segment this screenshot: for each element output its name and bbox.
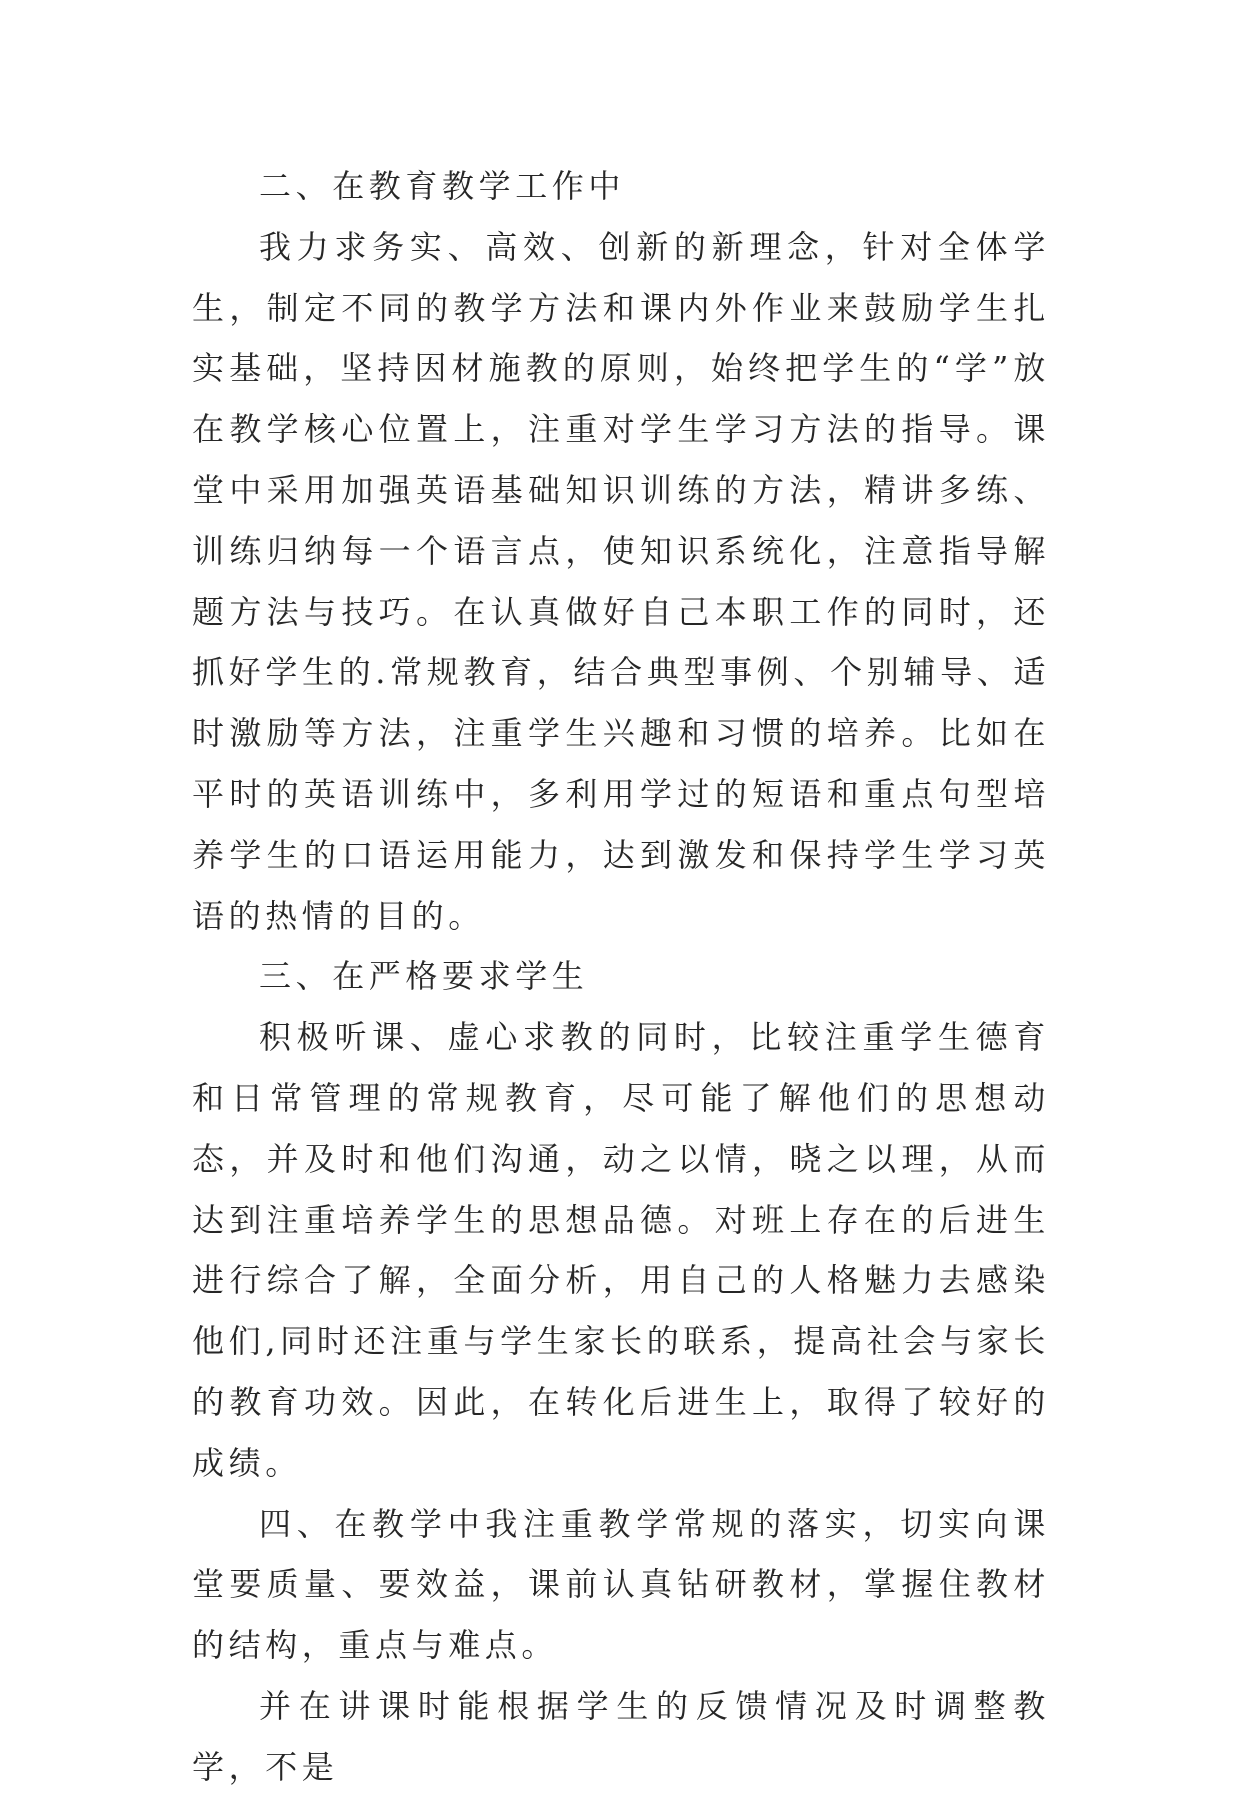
section-heading-2: 二、在教育教学工作中 bbox=[259, 167, 626, 205]
section-paragraph-4: 四、在教学中我注重教学常规的落实，切实向课堂要质量、要效益，课前认真钻研教材，掌握住教材的结构，重点与难点。 bbox=[192, 1504, 1050, 1665]
document-body bbox=[192, 156, 1050, 1798]
paragraph: 并在讲课时能根据学生的反馈情况及时调整教学，不是 bbox=[192, 1686, 1050, 1786]
section-heading-3: 三、在严格要求学生 bbox=[259, 957, 589, 996]
paragraph: 我力求务实、高效、创新的新理念，针对全体学生，制定不同的教学方法和课内外作业来鼓励学生扎实基础，坚持因材施教的原则，始终把学生的“学”放在教学核心位置上，注重对学生学习方法的指导。课堂中采用加强英语基础知识训练的方法，精讲多练、训练归纳每一个语言点，使知识系统化，注意指导解题方法与技巧。在认真做好自己本职工作的同时，还抓好学生的.常规教育，结合典型事例、个别辅导、适时激励等方法，注重学生兴趣和习惯的培养。比如在平时的英语训练中，多利用学过的短语和重点句型培养学生的口语运用能力，达到激发和保持学生学习英语的热情的目的。 bbox=[192, 227, 1050, 935]
paragraph: 积极听课、虚心求教的同时，比较注重学生德育和日常管理的常规教育，尽可能了解他们的思想动态，并及时和他们沟通，动之以情，晓之以理，从而达到注重培养学生的思想品德。对班上存在的后进生进行综合了解，全面分析，用自己的人格魅力去感染他们,同时还注重与学生家长的联系，提高社会与家长的教育功效。因此，在转化后进生上，取得了较好的成绩。 bbox=[192, 1018, 1050, 1482]
